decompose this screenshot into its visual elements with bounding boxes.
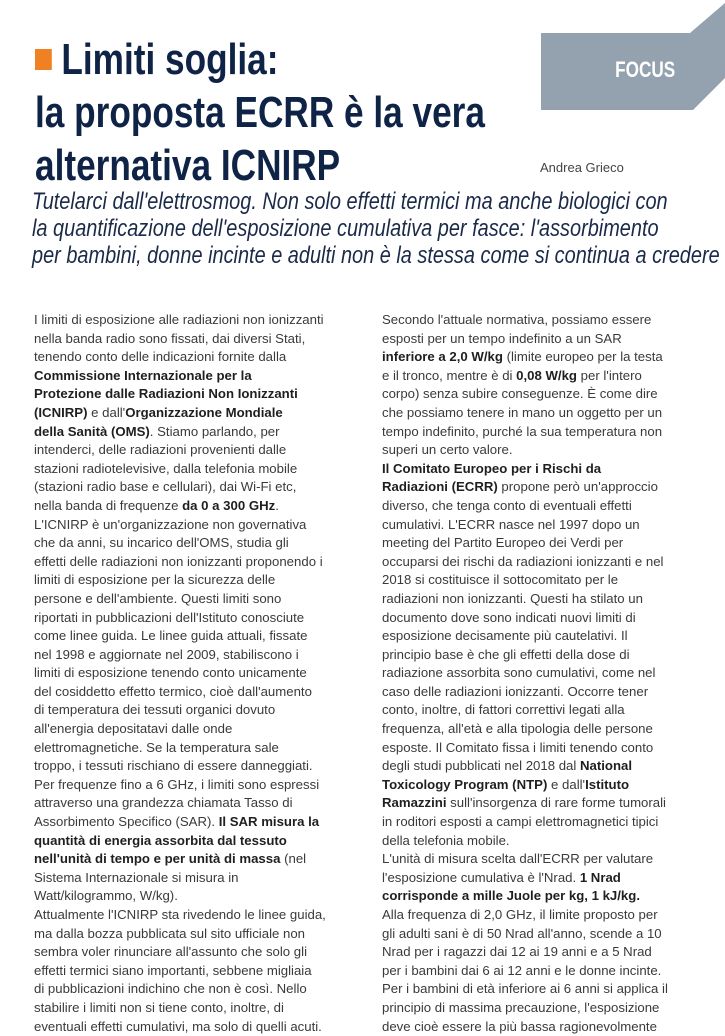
body-text: della telefonia mobile. (382, 832, 510, 848)
body-text-line (34, 999, 374, 1018)
body-text: Attualmente l'ICNIRP sta rivedendo le linee guida, (34, 907, 326, 922)
body-text: sull'insorgenza di rare forme tumorali (446, 795, 666, 811)
body-text: di temperatura dei tessuti organici dovuto (34, 702, 276, 718)
body-text: Nrad per i ragazzi dai 12 ai 19 anni e a 5 Nrad (382, 944, 652, 960)
title-line-1 (35, 33, 451, 86)
section-tab-label: FOCUS (615, 57, 676, 82)
body-text-line (382, 757, 722, 776)
article-subtitle (32, 188, 722, 269)
body-text-line (382, 683, 722, 702)
body-text-line (382, 367, 722, 386)
body-text: e dall' (87, 404, 126, 420)
body-text-line (382, 869, 722, 888)
body-text-line (382, 571, 722, 590)
body-text-line (382, 460, 722, 479)
body-text-bold: Il Comitato Europeo per i Rischi da (382, 460, 602, 476)
body-text-line (34, 794, 374, 813)
body-text-line (34, 739, 374, 758)
body-text-line (382, 962, 722, 981)
body-text: ma dalla bozza pubblicata sul sito ufficiale non (34, 925, 306, 941)
body-text: attraverso una grandezza chiamata Tasso di (34, 795, 293, 811)
body-text-line (34, 832, 374, 851)
body-text-bold: Toxicology Program (NTP) (382, 776, 548, 792)
body-text-line (382, 794, 722, 813)
title-line-2: la proposta ECRR è la vera (35, 88, 485, 137)
body-text-line (34, 906, 374, 925)
body-text: (limite europeo per la testa (502, 349, 663, 365)
body-text-bold: Il SAR misura la (218, 814, 320, 830)
body-text: I limiti di esposizione alle radiazioni non ionizzanti (34, 312, 324, 327)
body-column-left (34, 311, 374, 1036)
body-text: in roditori esposti a campi elettromagnetici tipici (382, 814, 659, 830)
body-text-bold: Radiazioni (ECRR) (382, 479, 498, 495)
body-text: del cosiddetto effetto termico, cioè dall'aumento (34, 683, 312, 699)
body-text-line (382, 609, 722, 628)
body-text-line (34, 534, 374, 553)
body-text-line (34, 776, 374, 795)
body-text-line (34, 330, 374, 349)
subtitle-line: per bambini, donne incinte e adulti non è la stessa come si continua a credere (32, 242, 720, 269)
body-text-line (382, 590, 722, 609)
body-text: l'esposizione cumulativa è l'Nrad. (382, 869, 580, 885)
body-text-line (34, 925, 374, 944)
body-text: (stazioni radio base e cellulari), dai Wi-Fi etc, (34, 479, 297, 495)
body-text-bold: National (579, 758, 632, 774)
body-text: per l'intero (576, 367, 642, 383)
body-text-line (34, 813, 374, 832)
body-text-line (382, 906, 722, 925)
body-text-bold: da 0 a 300 GHz (182, 497, 276, 513)
body-text-bold: nell'unità di tempo e per unità di massa (34, 851, 281, 867)
body-text: degli studi pubblicati nel 2018 dal (382, 758, 580, 774)
body-text: effetti delle radiazioni non ionizzanti proponendo i (34, 553, 323, 569)
body-text-bold: Protezione dalle Radiazioni Non Ionizzanti (34, 386, 298, 402)
body-text: esposti per un tempo indefinito a un SAR (382, 330, 622, 346)
body-text: Alla frequenza di 2,0 GHz, il limite proposto per (382, 907, 658, 922)
body-text-line (382, 776, 722, 795)
body-text: Sistema Internazionale si misura in (34, 869, 239, 885)
body-text-line (34, 869, 374, 888)
body-text: cumulativi. L'ECRR nasce nel 1997 dopo un (382, 516, 640, 532)
body-text-line (34, 553, 374, 572)
body-text-line (382, 385, 722, 404)
body-text: troppo, i tessuti rischiano di essere danneggiati. (34, 758, 313, 774)
body-text-line (382, 627, 722, 646)
body-text-bold: Istituto (585, 776, 630, 792)
body-text: radiazione assorbita sono cumulativi, come nel (382, 665, 656, 681)
body-text-line (382, 441, 722, 460)
body-text: Per i bambini di età inferiore ai 6 anni si applica il (382, 981, 668, 997)
body-text: superi un certo valore. (382, 442, 513, 458)
body-text: elettromagnetiche. Se la temperatura sale (34, 739, 279, 755)
body-text-line (382, 925, 722, 944)
body-text-line (34, 609, 374, 628)
body-text: eventuali effetti cumulativi, ma solo di quelli acuti. (34, 1018, 322, 1034)
body-text: nella banda di frequenze (34, 497, 183, 513)
body-text: e dall' (547, 776, 586, 792)
body-text: di pubblicazioni indichino che non è così. Nello (34, 981, 307, 997)
body-text: L'ICNIRP è un'organizzazione non governativa (34, 516, 307, 532)
body-text-line (34, 664, 374, 683)
body-text-line (382, 1018, 722, 1036)
body-text-line (34, 627, 374, 646)
body-text-line (34, 516, 374, 535)
body-text-line (34, 571, 374, 590)
body-text: propone però un'approccio (497, 479, 658, 495)
body-text: che da anni, su incarico dell'OMS, studia gli (34, 535, 289, 551)
body-text-line (34, 720, 374, 739)
body-text-bold: 1 Nrad (579, 869, 621, 885)
body-text-line (382, 720, 722, 739)
body-text-bold: della Sanità (OMS) (34, 423, 150, 439)
body-text-line (382, 943, 722, 962)
body-text: meeting del Partito Europeo dei Verdi per (382, 535, 624, 551)
body-text-line (382, 832, 722, 851)
body-text-line (382, 534, 722, 553)
body-text-line (34, 367, 374, 386)
body-text: persone e dell'ambiente. Questi limiti sono (34, 590, 282, 606)
body-text-line (34, 385, 374, 404)
body-text-bold: 0,08 W/kg (516, 367, 577, 383)
body-text: deve cioè essere la più bassa ragionevolmente (382, 1018, 657, 1034)
body-text: (nel (280, 851, 307, 867)
body-text: sembra voler rinunciare all'assunto che solo gli (34, 944, 307, 960)
body-text-bold: Commissione Internazionale per la (34, 367, 252, 383)
body-text: Per frequenze fino a 6 GHz, i limiti sono espressi (34, 776, 320, 792)
body-text: limiti di esposizione tenendo conto unicamente (34, 665, 307, 681)
body-text-line (34, 423, 374, 442)
body-text: conto, inoltre, di fattori correttivi legati alla (382, 702, 625, 718)
body-text-line (382, 516, 722, 535)
body-text-line (382, 646, 722, 665)
body-text-line (34, 850, 374, 869)
body-text: caso delle radiazioni ionizzanti. Occorre tener (382, 683, 649, 699)
body-text-line (34, 460, 374, 479)
body-text-line (34, 646, 374, 665)
body-text-line (34, 962, 374, 981)
title-line-3: alternativa ICNIRP (35, 141, 341, 190)
body-text: nella banda radio sono fissati, dai diversi Stati, (34, 330, 306, 346)
body-text: tempo indefinito, purché la sua temperatura non (382, 423, 663, 439)
body-text-line (34, 683, 374, 702)
body-text-bold: Ramazzini (382, 795, 447, 811)
body-text: Watt/kilogrammo, W/kg). (34, 888, 178, 904)
body-text: occuparsi dei rischi da radiazioni ionizzanti e nel (382, 553, 664, 569)
body-text: esposte. Il Comitato fissa i limiti tenendo conto (382, 739, 654, 755)
body-text-line (382, 739, 722, 758)
body-text: frequenza, all'età e alla tipologia delle persone (382, 721, 653, 737)
body-text-line (382, 330, 722, 349)
body-text: stazioni radiotelevisive, dalla telefonia mobile (34, 460, 298, 476)
body-text: nel 1998 e aggiornate nel 2009, stabiliscono i (34, 646, 299, 662)
body-text: esposizione decisamente più cautelativi. Il (382, 628, 628, 644)
body-text-line (382, 423, 722, 442)
body-text: . Stiamo parlando, per (149, 423, 280, 439)
body-text: Assorbimento Specifico (SAR). (34, 814, 219, 830)
body-text: principio di massima precauzione, l'esposizione (382, 999, 660, 1015)
body-text: che possiamo tenere in mano un oggetto per un (382, 404, 663, 420)
body-text-line (34, 311, 374, 330)
body-text: Secondo l'attuale normativa, possiamo essere (382, 312, 652, 327)
body-text-line (34, 404, 374, 423)
body-text: e il tronco, mentre è di (382, 367, 517, 383)
article-title (35, 33, 555, 192)
body-text-line (34, 478, 374, 497)
body-text: L'unità di misura scelta dall'ECRR per valutare (382, 851, 654, 867)
body-text-line (34, 441, 374, 460)
body-text: come linee guida. Le linee guida attuali, fissate (34, 628, 308, 644)
body-text-line (382, 813, 722, 832)
body-text: 2018 si costituisce il sottocomitato per le (382, 572, 619, 588)
body-text-line (382, 553, 722, 572)
body-text-line (34, 701, 374, 720)
body-text-line (382, 980, 722, 999)
body-text-line (382, 404, 722, 423)
body-text-bold: corrisponde a mille Juole per kg, 1 kJ/kg. (382, 888, 640, 904)
body-text-line (34, 590, 374, 609)
body-text-line (382, 497, 722, 516)
body-text-line (382, 311, 722, 330)
body-text: all'energia depositatavi dalle onde (34, 721, 233, 737)
body-text: . (275, 497, 279, 513)
body-text-line (34, 497, 374, 516)
article-author: Andrea Grieco (540, 160, 624, 175)
body-text-bold: inferiore a 2,0 W/kg (382, 349, 503, 365)
body-text: limiti di esposizione per la sicurezza delle (34, 572, 276, 588)
body-text: stabilire i limiti non si tiene conto, inoltre, di (34, 999, 284, 1015)
body-text-line (382, 348, 722, 367)
body-text: per i bambini dai 6 ai 12 anni e le donne incinte. (382, 962, 662, 978)
body-text: intenderci, delle radiazioni provenienti dalle (34, 442, 287, 458)
body-text-line (34, 980, 374, 999)
body-text-bold: (ICNIRP) (34, 404, 88, 420)
body-text: diverso, che tenga conto di eventuali effetti (382, 497, 632, 513)
body-text-line (382, 850, 722, 869)
subtitle-line: la quantificazione dell'esposizione cumulativa per fasce: l'assorbimento (32, 215, 659, 242)
subtitle-line: Tutelarci dall'elettrosmog. Non solo effetti termici ma anche biologici con (32, 188, 668, 215)
body-text: effetti termici siano importanti, sebbene migliaia (34, 962, 312, 978)
body-text: gli adulti sani è di 50 Nrad all'anno, scende a 10 (382, 925, 662, 941)
body-text-line (34, 348, 374, 367)
body-text-line (382, 478, 722, 497)
body-text: documento dove sono indicati nuovi limiti di (382, 609, 636, 625)
body-text-line (382, 664, 722, 683)
body-text-line (34, 887, 374, 906)
title-line-1-text: Limiti soglia: (61, 35, 279, 84)
body-text: corpo) senza subire conseguenze. È come dire (382, 386, 658, 402)
body-text: radiazioni non ionizzanti. Questi ha stilato un (382, 590, 643, 606)
body-text: tenendo conto delle indicazioni fornite dalla (34, 349, 287, 365)
body-text-line (34, 943, 374, 962)
body-text-bold: quantità di energia assorbita dal tessuto (34, 832, 287, 848)
title-bullet-square-icon (35, 49, 52, 70)
body-text-line (34, 1018, 374, 1036)
body-text-line (382, 999, 722, 1018)
body-text: riportati in pubblicazioni dell'Istituto conosciute (34, 609, 305, 625)
body-text-line (382, 887, 722, 906)
body-column-right (382, 311, 722, 1036)
body-text-line (382, 701, 722, 720)
body-text: principio base è che gli effetti della dose di (382, 646, 630, 662)
body-text-line (34, 757, 374, 776)
body-text-bold: Organizzazione Mondiale (125, 404, 283, 420)
